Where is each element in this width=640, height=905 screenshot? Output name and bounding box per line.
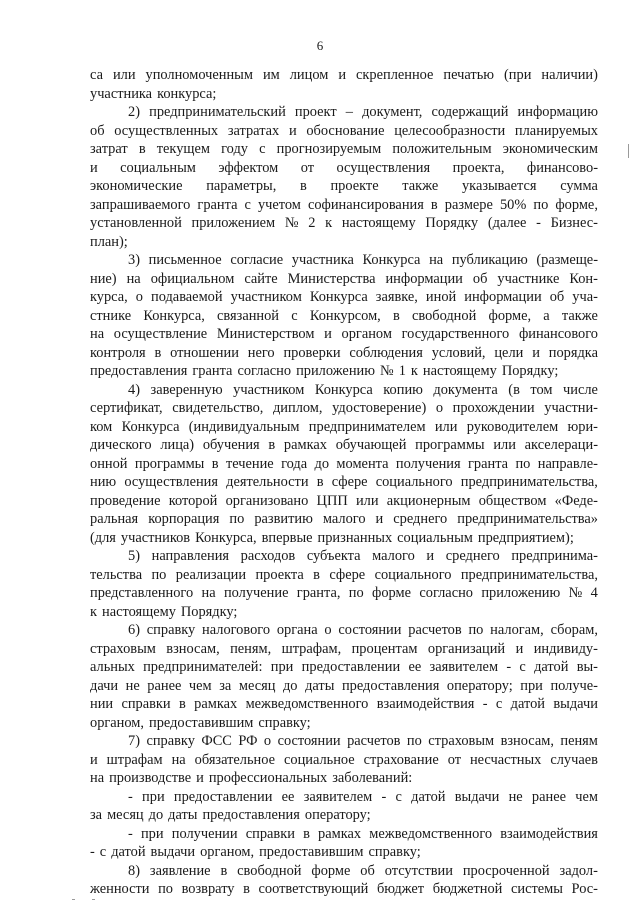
- text-line: 7) справку ФСС РФ о состоянии расчетов по страховым взносам, пеням: [128, 733, 598, 749]
- text-line: нии справки в рамках межведомственного взаимодействия - с датой выдачи: [90, 696, 598, 712]
- text-line: затрат в текущем году с прогнозируемым положительным экономическим: [90, 141, 598, 157]
- text-line: на производстве и профессиональных заболеваний:: [90, 770, 413, 786]
- text-line: экономические параметры, в проекте также указывается сумма: [90, 178, 598, 194]
- text-line: 8) заявление в свободной форме об отсутствии просроченной задол-: [128, 862, 598, 879]
- page-number: 6: [316, 38, 324, 53]
- text-line: 5) направления расходов субъекта малого и среднего предпринима-: [128, 548, 598, 564]
- text-line: и социальным эффектом от осуществления проекта, финансово-: [90, 159, 598, 176]
- text-line: за месяц до даты предоставления оператору;: [90, 807, 371, 823]
- text-line: са или уполномоченным им лицом и скрепленное печатью (при наличии): [90, 67, 598, 83]
- text-line: запрашиваемого гранта с учетом софинансирования в размере 50% по форме,: [90, 196, 598, 213]
- text-line: курса, о подаваемой участником Конкурса заявке, иной информации об уча-: [90, 289, 598, 305]
- text-line: ральная корпорация по развитию малого и среднего предпринимательства»: [90, 511, 598, 527]
- text-line: страховым взносам, пеням, штрафам, процентам организаций и индивиду-: [90, 640, 598, 657]
- text-line: и штрафам на обязательное социальное страхование от несчастных случаев: [90, 751, 598, 768]
- text-line: 2) предпринимательский проект – документ, содержащий информацию: [128, 104, 598, 120]
- text-line: представленного на получение гранта, по форме согласно приложению № 4: [90, 585, 598, 601]
- text-line: дического лица) обучения в рамках обучающей программы или акселераци-: [90, 437, 598, 453]
- text-line: альных предпринимателей: при предоставлении ее заявителем - с датой вы-: [90, 659, 598, 675]
- text-line: к настоящему Порядку;: [90, 603, 238, 620]
- text-line: - с датой выдачи органом, предоставившим справку;: [90, 844, 421, 860]
- text-line: стнике Конкурса, связанной с Конкурсом, в свободной форме, а также: [90, 307, 598, 324]
- scan-speck: [72, 899, 75, 900]
- text-line: 3) письменное согласие участника Конкурса на публикацию (размеще-: [128, 252, 598, 268]
- text-line: тельства по реализации проекта в сфере социального предпринимательства,: [90, 566, 598, 583]
- text-line: женности по возврату в соответствующий бюджет бюджетной системы Рос-: [90, 881, 598, 897]
- scan-speck: [92, 899, 95, 900]
- text-line: установленной приложением № 2 к настоящему Порядку (далее - Бизнес-: [90, 215, 598, 231]
- text-line: план);: [90, 233, 128, 250]
- text-line: (для участников Конкурса, впервые признанных социальным предприятием);: [90, 529, 574, 546]
- text-line: ние) на официальном сайте Министерства информации об участнике Кон-: [90, 270, 598, 287]
- text-line: сертификат, свидетельство, диплом, удостоверение) о прохождении участни-: [90, 400, 598, 416]
- text-line: 6) справку налогового органа о состоянии расчетов по налогам, сборам,: [128, 622, 598, 638]
- text-line: участника конкурса;: [90, 85, 217, 102]
- text-line: онной программы в течение года до момента получения гранта по направле-: [90, 455, 598, 472]
- text-line: органом, предоставившим справку;: [90, 714, 311, 731]
- text-line: нию осуществления деятельности в сфере социального предпринимательства,: [90, 474, 598, 490]
- text-line: ком Конкурса (индивидуальным предпринимателем или руководителем юри-: [90, 418, 598, 435]
- text-line: на осуществление Министерством и органом государственного финансового: [90, 326, 598, 342]
- text-line: 4) заверенную участником Конкурса копию документа (в том числе: [128, 381, 598, 398]
- text-line: - при получении справки в рамках межведомственного взаимодействия: [128, 825, 598, 842]
- text-line: контроля в отношении него проверки соблюдения условий, цели и порядка: [90, 344, 598, 361]
- text-line: предоставления гранта согласно приложению № 1 к настоящему Порядку;: [90, 363, 559, 379]
- text-line: дачи не ранее чем за месяц до даты предоставления оператору; при получе-: [90, 677, 598, 694]
- document-body: [90, 66, 598, 899]
- text-line: - при предоставлении ее заявителем - с датой выдачи не ранее чем: [128, 788, 598, 805]
- margin-scan-mark: [628, 144, 629, 158]
- text-line: об осуществленных затратах и обоснование целесообразности планируемых: [90, 122, 598, 139]
- text-line: проведение которой организовано ЦПП или акционерным обществом «Феде-: [90, 492, 598, 509]
